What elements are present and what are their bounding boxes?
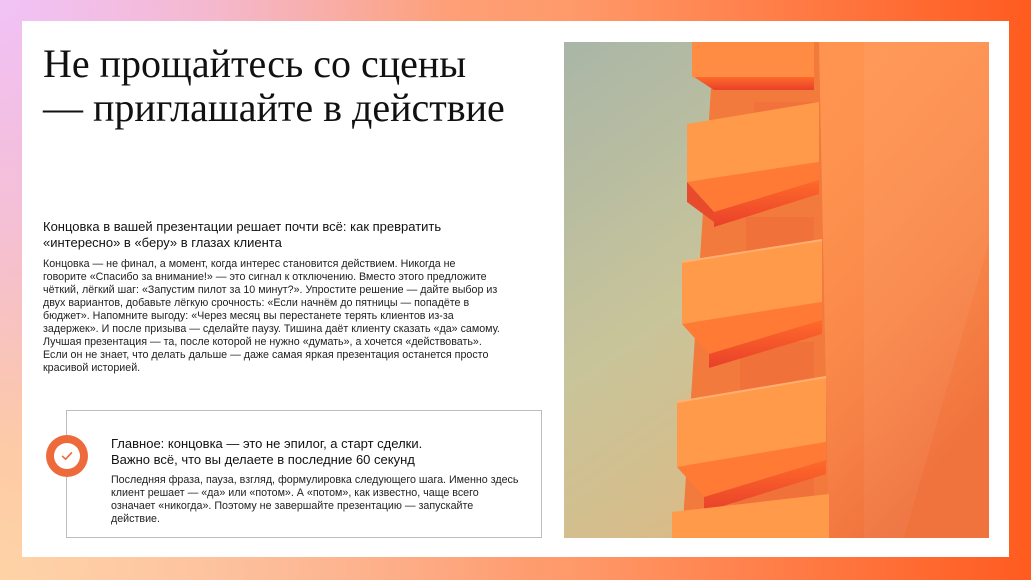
building-balconies-photo — [564, 42, 989, 538]
slide-subtitle: Концовка в вашей презентации решает почти всё: как превратить «интересно» в «беру» в глазах клиента — [43, 219, 442, 250]
callout-text: Последняя фраза, пауза, взгляд, формулировка следующего шага. Именно здесь клиент решает — «да» или «потом». А «потом», как известно, чаще всего означает «никогда». Поэтому не завершайте презентацию — запускайте действие. — [111, 474, 519, 525]
callout-title-line2: Важно всё, что вы делаете в последние 60 секунд — [111, 452, 415, 467]
slide — [22, 21, 1009, 557]
callout-title-line1: Главное: концовка — это не эпилог, а старт сделки. — [111, 436, 423, 451]
key-takeaway-callout — [66, 410, 542, 538]
slide-title: Не прощайтесь со сцены — приглашайте в действие — [43, 41, 505, 130]
check-circle-icon — [46, 435, 88, 477]
callout-title — [111, 436, 531, 468]
body-paragraph: Концовка — не финал, а момент, когда интерес становится действием. Никогда не говорите «Спасибо за внимание!» — это сигнал к отключению. Вместо этого предложите чёткий, лёгкий шаг: «Запустим пилот за 10 минут?». Упростите решение — дайте выбор из двух вариантов, добавьте лёгкую срочность: «Если начнём до пятницы — попадёте в бюджет». Напомните выгоду: «Через месяц вы перестанете терять клиентов из-за задержек». И после призыва — сделайте паузу. Тишина даёт клиенту сказать «да» самому. Лучшая презентация — та, после которой не нужно «думать», а хочется «действовать». Если он не знает, что делать дальше — даже самая яркая презентация останется просто красивой историей. — [43, 258, 500, 374]
